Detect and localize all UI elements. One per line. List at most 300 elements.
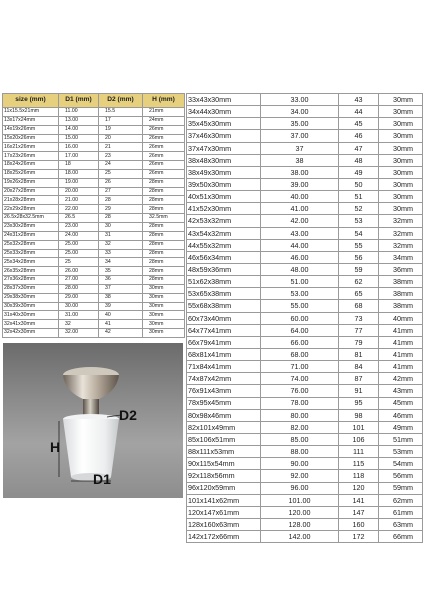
table-row xyxy=(3,249,185,258)
table-cell: 35x45x30mm xyxy=(187,118,261,130)
table-cell: 101 xyxy=(339,421,379,433)
table-row xyxy=(3,108,185,117)
table-row xyxy=(187,494,423,506)
table-cell: 55x68x38mm xyxy=(187,300,261,312)
table-cell: 27 xyxy=(99,187,143,196)
table-cell: 120x147x61mm xyxy=(187,506,261,518)
table-cell: 25.00 xyxy=(59,240,99,249)
table-cell: 21.00 xyxy=(59,196,99,205)
table-cell: 40mm xyxy=(379,312,423,324)
table-cell: 68x81x41mm xyxy=(187,348,261,360)
table-cell: 32mm xyxy=(379,227,423,239)
table-cell: 30x39x30mm xyxy=(3,302,59,311)
table-cell: 80.00 xyxy=(261,409,339,421)
table-row xyxy=(187,373,423,385)
table-cell: 19.00 xyxy=(59,178,99,187)
table-cell: 66.00 xyxy=(261,336,339,348)
table-cell: 60x73x40mm xyxy=(187,312,261,324)
table-row xyxy=(3,320,185,329)
table-row xyxy=(187,166,423,178)
table-cell: 35.00 xyxy=(261,118,339,130)
table-cell: 28mm xyxy=(143,187,185,196)
table-cell: 66x79x41mm xyxy=(187,336,261,348)
table-cell: 18x25x26mm xyxy=(3,169,59,178)
table-cell: 38x48x30mm xyxy=(187,154,261,166)
table-cell: 120 xyxy=(339,482,379,494)
table-row xyxy=(187,215,423,227)
table-cell: 18.00 xyxy=(59,169,99,178)
table-cell: 74x87x42mm xyxy=(187,373,261,385)
table-cell: 30mm xyxy=(379,106,423,118)
table-row xyxy=(187,203,423,215)
table-cell: 55 xyxy=(339,239,379,251)
table-row xyxy=(3,161,185,170)
table-cell: 49 xyxy=(339,166,379,178)
table-cell: 37x47x30mm xyxy=(187,142,261,154)
table-cell: 51 xyxy=(339,191,379,203)
table-cell: 28mm xyxy=(143,178,185,187)
table-cell: 26mm xyxy=(143,125,185,134)
table-cell: 28mm xyxy=(143,196,185,205)
table-row xyxy=(3,329,185,338)
table-cell: 71.00 xyxy=(261,361,339,373)
table-cell: 42.00 xyxy=(261,215,339,227)
table-cell: 30mm xyxy=(379,142,423,154)
table-row xyxy=(3,240,185,249)
table-row xyxy=(3,214,185,223)
table-cell: 28mm xyxy=(143,249,185,258)
table-cell: 141 xyxy=(339,494,379,506)
table-row xyxy=(3,134,185,143)
table-cell: 41mm xyxy=(379,324,423,336)
table-cell: 38 xyxy=(261,154,339,166)
table-cell: 21x28x28mm xyxy=(3,196,59,205)
table-cell: 30mm xyxy=(143,293,185,302)
table-cell: 14.00 xyxy=(59,125,99,134)
table-cell: 61mm xyxy=(379,506,423,518)
table-row xyxy=(187,118,423,130)
table-cell: 42x53x32mm xyxy=(187,215,261,227)
table-row xyxy=(3,152,185,161)
table-cell: 49mm xyxy=(379,421,423,433)
table-row xyxy=(187,276,423,288)
table-cell: 84 xyxy=(339,361,379,373)
table-cell: 26mm xyxy=(143,134,185,143)
table-cell: 16x21x26mm xyxy=(3,143,59,152)
table-cell: 160 xyxy=(339,518,379,530)
table-row xyxy=(187,433,423,445)
table-cell: 24 xyxy=(99,161,143,170)
table-row xyxy=(187,227,423,239)
table-cell: 38.00 xyxy=(261,166,339,178)
table-cell: 43 xyxy=(339,94,379,106)
table-cell: 43.00 xyxy=(261,227,339,239)
table-cell: 32mm xyxy=(379,239,423,251)
h-label: H xyxy=(50,439,61,455)
table-cell: 81 xyxy=(339,348,379,360)
table-cell: 45 xyxy=(339,118,379,130)
table-cell: 26.5x28x32.5mm xyxy=(3,214,59,223)
table-cell: 88x111x53mm xyxy=(187,446,261,458)
table-cell: 22x29x28mm xyxy=(3,205,59,214)
table-cell: 16.00 xyxy=(59,143,99,152)
table-cell: 26.00 xyxy=(59,267,99,276)
table-cell: 45mm xyxy=(379,397,423,409)
table-cell: 96x120x59mm xyxy=(187,482,261,494)
table-cell: 53.00 xyxy=(261,288,339,300)
table-cell: 79 xyxy=(339,336,379,348)
table-cell: 43mm xyxy=(379,385,423,397)
table-cell: 42 xyxy=(99,329,143,338)
table-cell: 40.00 xyxy=(261,191,339,203)
table-cell: 28x37x30mm xyxy=(3,284,59,293)
table-cell: 32mm xyxy=(379,215,423,227)
table-cell: 42mm xyxy=(379,373,423,385)
table-cell: 25x34x28mm xyxy=(3,258,59,267)
table-cell: 56mm xyxy=(379,470,423,482)
table-cell: 66mm xyxy=(379,531,423,543)
table-cell: 53x65x38mm xyxy=(187,288,261,300)
table-cell: 62mm xyxy=(379,494,423,506)
table-cell: 128.00 xyxy=(261,518,339,530)
table-cell: 51mm xyxy=(379,433,423,445)
table-row xyxy=(187,178,423,190)
table-cell: 15.00 xyxy=(59,134,99,143)
left-size-table xyxy=(2,93,185,338)
table-cell: 41mm xyxy=(379,336,423,348)
table-cell: 35 xyxy=(99,267,143,276)
table-cell: 41mm xyxy=(379,361,423,373)
table-cell: 46 xyxy=(339,130,379,142)
table-cell: 20 xyxy=(99,134,143,143)
table-cell: 18 xyxy=(59,161,99,170)
table-row xyxy=(187,446,423,458)
header-h: H (mm) xyxy=(143,94,185,108)
table-cell: 120.00 xyxy=(261,506,339,518)
table-cell: 28mm xyxy=(143,258,185,267)
table-cell: 29.00 xyxy=(59,293,99,302)
table-cell: 34mm xyxy=(379,251,423,263)
table-row xyxy=(3,169,185,178)
table-cell: 28 xyxy=(99,214,143,223)
table-cell: 37.00 xyxy=(261,130,339,142)
table-cell: 25 xyxy=(59,258,99,267)
table-cell: 38mm xyxy=(379,288,423,300)
table-cell: 80x98x46mm xyxy=(187,409,261,421)
table-cell: 24x31x28mm xyxy=(3,231,59,240)
table-cell: 40x51x30mm xyxy=(187,191,261,203)
table-row xyxy=(187,482,423,494)
table-row xyxy=(187,239,423,251)
table-row xyxy=(3,205,185,214)
table-row xyxy=(187,106,423,118)
table-cell: 48.00 xyxy=(261,263,339,275)
table-cell: 26 xyxy=(99,178,143,187)
table-row xyxy=(3,276,185,285)
table-row xyxy=(187,397,423,409)
table-cell: 38mm xyxy=(379,300,423,312)
table-cell: 34.00 xyxy=(261,106,339,118)
table-cell: 30mm xyxy=(379,191,423,203)
table-cell: 78x95x45mm xyxy=(187,397,261,409)
table-cell: 34 xyxy=(99,258,143,267)
table-cell: 73 xyxy=(339,312,379,324)
table-cell: 96.00 xyxy=(261,482,339,494)
table-cell: 33.00 xyxy=(261,94,339,106)
table-row xyxy=(187,191,423,203)
table-cell: 74.00 xyxy=(261,373,339,385)
table-header-row xyxy=(3,94,185,108)
table-cell: 19 xyxy=(99,125,143,134)
table-cell: 26mm xyxy=(143,143,185,152)
header-d2: D2 (mm) xyxy=(99,94,143,108)
table-cell: 39 xyxy=(99,302,143,311)
table-row xyxy=(187,470,423,482)
table-cell: 77 xyxy=(339,324,379,336)
table-cell: 44x55x32mm xyxy=(187,239,261,251)
table-cell: 59 xyxy=(339,263,379,275)
table-cell: 30mm xyxy=(379,130,423,142)
table-cell: 52 xyxy=(339,203,379,215)
table-cell: 30mm xyxy=(379,203,423,215)
table-cell: 37 xyxy=(261,142,339,154)
table-cell: 82x101x49mm xyxy=(187,421,261,433)
table-cell: 111 xyxy=(339,446,379,458)
table-cell: 41x52x30mm xyxy=(187,203,261,215)
table-cell: 11x15.5x21mm xyxy=(3,108,59,117)
table-cell: 92x118x56mm xyxy=(187,470,261,482)
knob xyxy=(63,375,119,399)
table-cell: 128x160x63mm xyxy=(187,518,261,530)
table-cell: 118 xyxy=(339,470,379,482)
table-cell: 24.00 xyxy=(59,231,99,240)
table-cell: 13x17x24mm xyxy=(3,116,59,125)
table-cell: 32.5mm xyxy=(143,214,185,223)
table-row xyxy=(187,94,423,106)
table-cell: 28mm xyxy=(143,276,185,285)
table-cell: 25x32x28mm xyxy=(3,240,59,249)
table-cell: 55.00 xyxy=(261,300,339,312)
table-row xyxy=(187,385,423,397)
table-cell: 20x27x28mm xyxy=(3,187,59,196)
table-row xyxy=(3,116,185,125)
table-cell: 25.00 xyxy=(59,249,99,258)
table-cell: 23.00 xyxy=(59,222,99,231)
table-row xyxy=(3,258,185,267)
table-cell: 28mm xyxy=(143,231,185,240)
left-table-body xyxy=(3,108,185,338)
table-row xyxy=(187,251,423,263)
table-cell: 98 xyxy=(339,409,379,421)
table-cell: 54 xyxy=(339,227,379,239)
table-row xyxy=(187,361,423,373)
table-cell: 95 xyxy=(339,397,379,409)
table-cell: 31 xyxy=(99,231,143,240)
table-cell: 39.00 xyxy=(261,178,339,190)
table-cell: 30mm xyxy=(143,302,185,311)
table-cell: 46x56x34mm xyxy=(187,251,261,263)
table-row xyxy=(187,324,423,336)
table-cell: 51x62x38mm xyxy=(187,276,261,288)
table-cell: 46mm xyxy=(379,409,423,421)
table-cell: 172 xyxy=(339,531,379,543)
table-row xyxy=(187,300,423,312)
table-row xyxy=(3,178,185,187)
table-cell: 54mm xyxy=(379,458,423,470)
table-cell: 78.00 xyxy=(261,397,339,409)
table-row xyxy=(3,231,185,240)
table-cell: 13.00 xyxy=(59,116,99,125)
table-cell: 50 xyxy=(339,178,379,190)
table-cell: 30mm xyxy=(379,118,423,130)
table-cell: 20.00 xyxy=(59,187,99,196)
table-cell: 56 xyxy=(339,251,379,263)
table-cell: 37x46x30mm xyxy=(187,130,261,142)
table-cell: 91 xyxy=(339,385,379,397)
table-cell: 28mm xyxy=(143,240,185,249)
table-cell: 17x23x26mm xyxy=(3,152,59,161)
table-cell: 26.5 xyxy=(59,214,99,223)
table-cell: 28 xyxy=(99,196,143,205)
table-cell: 59mm xyxy=(379,482,423,494)
table-cell: 30mm xyxy=(379,178,423,190)
table-cell: 29 xyxy=(99,205,143,214)
table-cell: 14x19x26mm xyxy=(3,125,59,134)
table-cell: 142.00 xyxy=(261,531,339,543)
table-cell: 44.00 xyxy=(261,239,339,251)
table-cell: 33 xyxy=(99,249,143,258)
table-cell: 87 xyxy=(339,373,379,385)
table-cell: 65 xyxy=(339,288,379,300)
table-cell: 30mm xyxy=(379,154,423,166)
table-cell: 27x36x28mm xyxy=(3,276,59,285)
header-d1: D1 (mm) xyxy=(59,94,99,108)
table-row xyxy=(187,531,423,543)
table-cell: 19x26x28mm xyxy=(3,178,59,187)
table-cell: 68.00 xyxy=(261,348,339,360)
table-cell: 31.00 xyxy=(59,311,99,320)
table-cell: 30.00 xyxy=(59,302,99,311)
table-cell: 64x77x41mm xyxy=(187,324,261,336)
table-cell: 85x106x51mm xyxy=(187,433,261,445)
table-cell: 30mm xyxy=(379,166,423,178)
table-row xyxy=(187,130,423,142)
table-cell: 30mm xyxy=(143,311,185,320)
table-cell: 62 xyxy=(339,276,379,288)
table-cell: 30mm xyxy=(143,320,185,329)
table-row xyxy=(187,154,423,166)
table-cell: 30 xyxy=(99,222,143,231)
table-row xyxy=(3,187,185,196)
product-photo xyxy=(3,343,183,498)
table-cell: 25 xyxy=(99,169,143,178)
table-row xyxy=(187,336,423,348)
table-cell: 115 xyxy=(339,458,379,470)
table-cell: 32 xyxy=(99,240,143,249)
table-row xyxy=(187,348,423,360)
table-cell: 48 xyxy=(339,154,379,166)
table-cell: 26mm xyxy=(143,169,185,178)
table-cell: 63mm xyxy=(379,518,423,530)
header-size: size (mm) xyxy=(3,94,59,108)
table-row xyxy=(3,284,185,293)
table-cell: 26x35x28mm xyxy=(3,267,59,276)
table-row xyxy=(187,421,423,433)
table-cell: 47 xyxy=(339,142,379,154)
table-cell: 28.00 xyxy=(59,284,99,293)
table-cell: 33x43x30mm xyxy=(187,94,261,106)
table-cell: 40 xyxy=(99,311,143,320)
table-cell: 48x59x36mm xyxy=(187,263,261,275)
table-cell: 26mm xyxy=(143,152,185,161)
table-cell: 25x33x28mm xyxy=(3,249,59,258)
table-cell: 32x42x30mm xyxy=(3,329,59,338)
table-cell: 15x20x26mm xyxy=(3,134,59,143)
table-cell: 30mm xyxy=(379,94,423,106)
table-row xyxy=(187,263,423,275)
table-cell: 36mm xyxy=(379,263,423,275)
table-cell: 17.00 xyxy=(59,152,99,161)
table-cell: 26mm xyxy=(143,161,185,170)
table-cell: 23x30x28mm xyxy=(3,222,59,231)
table-cell: 90x115x54mm xyxy=(187,458,261,470)
table-cell: 30mm xyxy=(143,329,185,338)
table-cell: 41 xyxy=(99,320,143,329)
table-cell: 21mm xyxy=(143,108,185,117)
table-cell: 15.5 xyxy=(99,108,143,117)
table-cell: 27.00 xyxy=(59,276,99,285)
table-cell: 22.00 xyxy=(59,205,99,214)
table-cell: 32 xyxy=(59,320,99,329)
table-row xyxy=(3,302,185,311)
table-cell: 29x38x30mm xyxy=(3,293,59,302)
table-row xyxy=(3,196,185,205)
right-size-table xyxy=(186,93,423,543)
table-cell: 38x49x30mm xyxy=(187,166,261,178)
table-cell: 30mm xyxy=(143,284,185,293)
table-row xyxy=(187,518,423,530)
table-cell: 82.00 xyxy=(261,421,339,433)
table-cell: 43x54x32mm xyxy=(187,227,261,239)
table-cell: 39x50x30mm xyxy=(187,178,261,190)
table-cell: 36 xyxy=(99,276,143,285)
table-row xyxy=(187,312,423,324)
table-cell: 90.00 xyxy=(261,458,339,470)
table-cell: 76x91x43mm xyxy=(187,385,261,397)
d2-label: D2 xyxy=(119,407,137,423)
table-cell: 24mm xyxy=(143,116,185,125)
table-cell: 101.00 xyxy=(261,494,339,506)
table-cell: 11.00 xyxy=(59,108,99,117)
table-cell: 37 xyxy=(99,284,143,293)
table-cell: 76.00 xyxy=(261,385,339,397)
table-cell: 41mm xyxy=(379,348,423,360)
table-row xyxy=(187,142,423,154)
table-cell: 71x84x41mm xyxy=(187,361,261,373)
table-cell: 85.00 xyxy=(261,433,339,445)
table-cell: 38mm xyxy=(379,276,423,288)
table-cell: 28mm xyxy=(143,267,185,276)
table-cell: 21 xyxy=(99,143,143,152)
table-cell: 60.00 xyxy=(261,312,339,324)
table-cell: 147 xyxy=(339,506,379,518)
table-cell: 64.00 xyxy=(261,324,339,336)
table-cell: 34x44x30mm xyxy=(187,106,261,118)
right-table-body xyxy=(187,94,423,543)
table-row xyxy=(187,506,423,518)
table-cell: 31x40x30mm xyxy=(3,311,59,320)
table-cell: 44 xyxy=(339,106,379,118)
